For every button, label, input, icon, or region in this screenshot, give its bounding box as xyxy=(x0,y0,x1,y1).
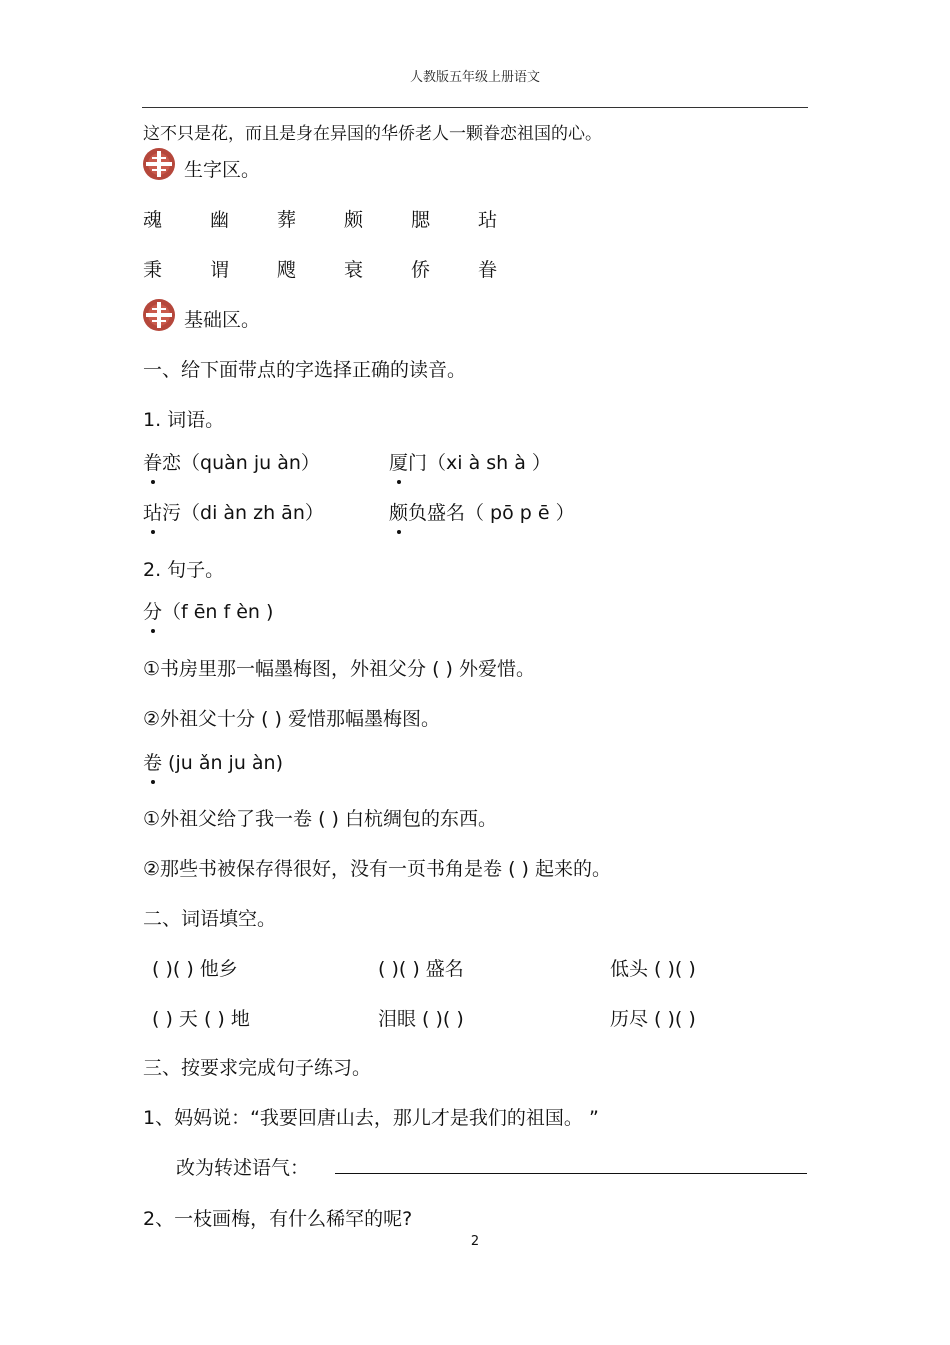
word-fill-blank: ( ) 天 ( ) 地 xyxy=(152,1008,250,1030)
pinyin-word-item xyxy=(143,448,320,475)
question-3-item: 1、妈妈说：“我要回唐山去，那儿才是我们的祖国。 ” xyxy=(143,1107,599,1129)
new-char: 腮 xyxy=(411,209,431,231)
new-char: 玷 xyxy=(478,209,498,231)
pinyin-word-item xyxy=(143,498,324,525)
dotted-char: 分 xyxy=(143,597,162,624)
new-char: 飕 xyxy=(277,259,297,281)
pinyin-options: （f ēn f èn ) xyxy=(162,601,274,623)
fill-sentence: ①外祖父给了我一卷 ( ) 白杭绸包的东西。 xyxy=(143,808,497,830)
section-flower-icon xyxy=(142,147,176,181)
page-number: 2 xyxy=(470,1234,480,1249)
word-fill-blank: ( )( ) 他乡 xyxy=(152,958,238,980)
pinyin-char-item xyxy=(143,748,283,775)
word-fill-blank: 历尽 ( )( ) xyxy=(610,1008,696,1030)
fill-sentence: ①书房里那一幅墨梅图，外祖父分 ( ) 外爱惜。 xyxy=(143,658,535,680)
pinyin-options: (ju ǎn ju àn) xyxy=(162,752,284,774)
page-header: 人教版五年级上册语文 xyxy=(409,70,540,85)
basic-title: 基础区。 xyxy=(184,309,261,331)
dotted-char: 厦 xyxy=(389,448,408,475)
new-char: 衰 xyxy=(344,259,364,281)
dotted-char: 颇 xyxy=(389,498,408,525)
dotted-char: 玷 xyxy=(143,498,162,525)
new-char: 秉 xyxy=(143,259,163,281)
fill-sentence: ②那些书被保存得很好，没有一页书角是卷 ( ) 起来的。 xyxy=(143,858,611,880)
pinyin-options: 恋（quàn ju àn） xyxy=(162,452,320,474)
question-1-sub-sentences: 2. 句子。 xyxy=(143,559,225,581)
pinyin-options: 污（di àn zh ān） xyxy=(162,502,324,524)
word-fill-blank: 泪眼 ( )( ) xyxy=(378,1008,464,1030)
pinyin-options: 门（xi à sh à ） xyxy=(408,452,551,474)
new-char: 魂 xyxy=(143,209,163,231)
answer-prompt: 改为转述语气： xyxy=(176,1157,310,1179)
new-char: 眷 xyxy=(478,259,498,281)
header-rule xyxy=(142,107,808,108)
question-3-item: 2、一枝画梅，有什么稀罕的呢? xyxy=(143,1208,413,1230)
word-fill-blank: 低头 ( )( ) xyxy=(610,958,696,980)
new-char: 幽 xyxy=(210,209,230,231)
new-chars-title: 生字区。 xyxy=(184,159,261,181)
pinyin-char-item xyxy=(143,597,273,624)
new-char: 侨 xyxy=(411,259,431,281)
answer-line[interactable] xyxy=(335,1173,807,1174)
new-char: 颇 xyxy=(344,209,364,231)
word-fill-blank: ( )( ) 盛名 xyxy=(378,958,464,980)
section-flower-icon xyxy=(142,298,176,332)
new-char: 谓 xyxy=(210,259,230,281)
question-1-sub-words: 1. 词语。 xyxy=(143,409,225,431)
pinyin-word-item xyxy=(389,448,551,475)
pinyin-word-item xyxy=(389,498,575,525)
question-2-title: 二、词语填空。 xyxy=(143,908,277,930)
dotted-char: 卷 xyxy=(143,748,162,775)
intro-sentence: 这不只是花，而且是身在异国的华侨老人一颗眷恋祖国的心。 xyxy=(143,124,602,144)
fill-sentence: ②外祖父十分 ( ) 爱惜那幅墨梅图。 xyxy=(143,708,440,730)
new-char: 葬 xyxy=(277,209,297,231)
dotted-char: 眷 xyxy=(143,448,162,475)
question-1-title: 一、给下面带点的字选择正确的读音。 xyxy=(143,359,467,381)
pinyin-options: 负盛名（ pō p ē ） xyxy=(408,502,575,524)
question-3-title: 三、按要求完成句子练习。 xyxy=(143,1057,372,1079)
